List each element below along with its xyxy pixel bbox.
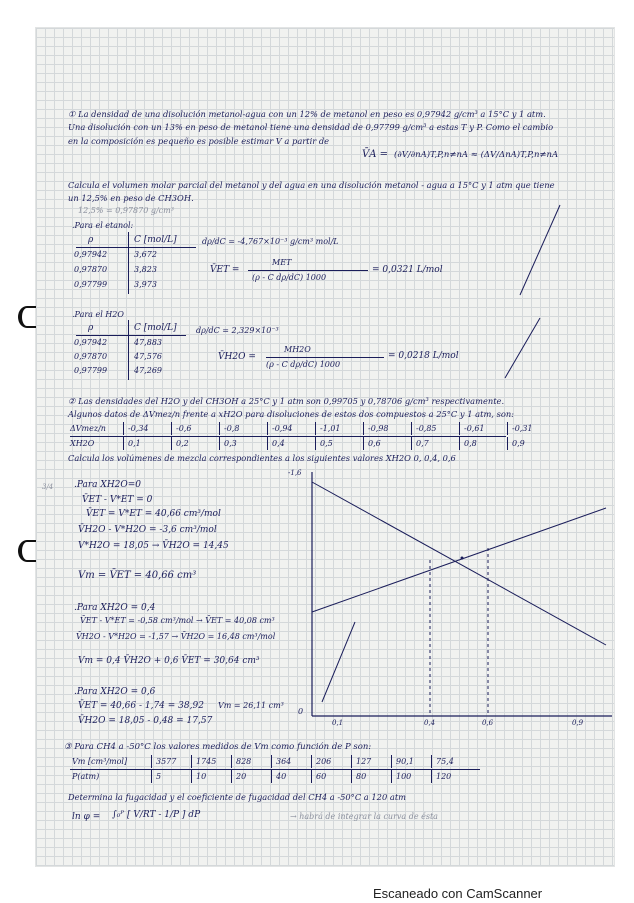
p2-row2-cell: 0,3 [224, 439, 237, 448]
p2-row2-cell: 0,8 [464, 439, 477, 448]
p2-row2-divider [363, 437, 364, 450]
p3-row2-divider [431, 770, 432, 783]
p2-row2-divider [315, 437, 316, 450]
p3-line1: ③ Para CH4 a -50°C los valores medidos de Vm como función de P son: [64, 742, 372, 752]
p3-row2-divider [351, 770, 352, 783]
p3-row2-cell: 120 [436, 772, 452, 781]
p3-line3-int: ∫₀ᴾ [ V/RT - 1/P ] dP [112, 810, 201, 820]
p2-row2-divider [507, 437, 508, 450]
p2-row1-cell: -0,94 [272, 424, 293, 433]
p1-line1: ① La densidad de una disolución metanol-agua con un 12% de metanol en peso es 0,97942 g/cm³ a 15°C y 1 atm. [68, 109, 546, 119]
met-r2-rho: 0,97870 [74, 265, 108, 274]
p2-row1-cell: -0,85 [416, 424, 437, 433]
p3-row2-divider [311, 770, 312, 783]
met-col1-head: ρ [88, 235, 94, 245]
met-col2-head: C [mol/L] [134, 235, 177, 245]
p3-row1-cell: 206 [316, 757, 332, 766]
graph-top-label: -1,6 [288, 469, 302, 477]
agua-col1-head: ρ [88, 323, 94, 333]
met-r1-rho: 0,97942 [74, 250, 108, 259]
p3-row2-divider [191, 770, 192, 783]
agua-table-divider [128, 320, 129, 380]
p2-row1-cell: -0,6 [176, 424, 192, 433]
p2-row2-divider [267, 437, 268, 450]
p2-row1-divider [219, 422, 220, 435]
p2-row2-cell: 0,9 [512, 439, 525, 448]
p2-row2-divider [219, 437, 220, 450]
agua-r3-c: 47,269 [134, 366, 162, 375]
p1-line4: Calcula el volumen molar parcial del metanol y del agua en una disolución metanol - agua a 15°C y 1 atm que tiene [68, 180, 555, 190]
agua-head: .Para el H2O [72, 310, 124, 319]
p2-row1-divider [171, 422, 172, 435]
case-b-line2: V̄H2O - V*H2O = -1,57 → V̄H2O = 16,48 cm³/mol [76, 632, 276, 641]
case-b-line3: Vm = 0,4 V̄H2O + 0,6 V̄ET = 30,64 cm³ [78, 656, 260, 666]
p2-row1-cell: -1,01 [320, 424, 341, 433]
p2-row2-cell: 0,2 [176, 439, 189, 448]
p3-row1-cell: 364 [276, 757, 292, 766]
scanner-watermark: Escaneado con CamScanner [373, 886, 543, 901]
met-result-den: (ρ - C dρ/dC) 1000 [252, 273, 327, 282]
p3-row2-cell: 80 [356, 772, 367, 781]
p2-row2-cell: 0,4 [272, 439, 285, 448]
p3-row1-cell: 3577 [156, 757, 177, 766]
case-c-head: .Para XH2O = 0,6 [74, 687, 156, 697]
p3-row2-divider [231, 770, 232, 783]
graph-x-label-06: 0,6 [482, 719, 494, 727]
agua-table-rule [76, 335, 186, 336]
case-a-head: .Para XH2O=0 [74, 480, 142, 490]
p2-row1-divider [507, 422, 508, 435]
case-a-line3: V̄H2O - V*H2O = -3,6 cm³/mol [78, 525, 217, 535]
p3-row1-divider [431, 755, 432, 768]
p3-line3-rhs: → habrá de integrar la curva de ésta [290, 812, 438, 821]
agua-fraction-bar [266, 357, 384, 358]
p3-table-rule [70, 769, 480, 770]
p3-row2-divider [271, 770, 272, 783]
p3-row2-divider [151, 770, 152, 783]
p2-row2-cell: 0,5 [320, 439, 333, 448]
p3-row1-divider [271, 755, 272, 768]
p3-row2-cell: 20 [236, 772, 247, 781]
p2-row1-cell: -0,8 [224, 424, 240, 433]
p2-row1-divider [363, 422, 364, 435]
met-result-num: MET [272, 258, 292, 267]
p3-row2-cell: 100 [396, 772, 412, 781]
p1-line5: un 12,5% en peso de CH3OH. [68, 193, 194, 203]
p2-row1-divider [411, 422, 412, 435]
p2-table-rule [70, 436, 506, 437]
met-head: .Para el etanol: [72, 221, 134, 230]
p2-row1-cell: -0,34 [128, 424, 149, 433]
p2-row1-cell: -0,31 [512, 424, 533, 433]
met-r2-c: 3,823 [134, 265, 157, 274]
p2-row1-cell: -0,61 [464, 424, 485, 433]
p2-row1-head: ΔVmez/n [70, 424, 106, 433]
met-r3-rho: 0,97799 [74, 280, 108, 289]
p2-row2-divider [171, 437, 172, 450]
met-result-val: = 0,0321 L/mol [372, 265, 443, 275]
p3-line3-lhs: ln φ = [72, 812, 101, 822]
met-result-lhs: V̄ET = [210, 265, 240, 275]
agua-result-num: MH2O [284, 345, 311, 354]
p3-row1-cell: 828 [236, 757, 252, 766]
binder-hole-top [18, 306, 36, 328]
graph-x-label-04: 0,4 [424, 719, 436, 727]
p3-row2-cell: 5 [156, 772, 162, 781]
p1-line2: Una disolución con un 13% en peso de metanol tiene una densidad de 0,97799 g/cm³ a estas T y P. Como el cambio [68, 122, 554, 132]
case-a-line5: Vm = V̄ET = 40,66 cm³ [78, 570, 197, 581]
p3-row1-divider [351, 755, 352, 768]
agua-r2-rho: 0,97870 [74, 352, 108, 361]
p2-row2-cell: 0,6 [368, 439, 381, 448]
p2-row1-divider [315, 422, 316, 435]
case-c-line1: V̄ET = 40,66 - 1,74 = 38,92 [78, 701, 204, 711]
p3-row1-divider [191, 755, 192, 768]
p2-line3: Calcula los volúmenes de mezcla correspondientes a los siguientes valores XH2O 0, 0,4, 0,6 [68, 453, 456, 463]
case-a-line2: V̄ET = V*ET = 40,66 cm³/mol [86, 509, 221, 519]
case-b-head: .Para XH2O = 0,4 [74, 603, 156, 613]
p3-row1-cell: 1745 [196, 757, 217, 766]
agua-r1-rho: 0,97942 [74, 338, 108, 347]
p3-row1-divider [231, 755, 232, 768]
agua-r1-c: 47,883 [134, 338, 162, 347]
met-fraction-bar [248, 270, 368, 271]
p3-row2-head: P(atm) [72, 772, 100, 781]
agua-r2-c: 47,576 [134, 352, 162, 361]
p3-row2-cell: 60 [316, 772, 327, 781]
agua-r3-rho: 0,97799 [74, 366, 108, 375]
p3-row1-cell: 75,4 [436, 757, 454, 766]
p2-row2-divider [411, 437, 412, 450]
p1-formula-lhs: V̄A = [362, 149, 389, 160]
case-a-line1: V̄ET - V*ET = 0 [82, 495, 153, 505]
agua-col2-head: C [mol/L] [134, 323, 177, 333]
margin-mark: 3/4 [42, 483, 54, 491]
p2-row2-head: XH2O [70, 439, 95, 448]
case-b-line1: V̄ET - V*ET = -0,58 cm³/mol → V̄ET = 40,08 cm³ [80, 616, 275, 625]
p3-row1-cell: 127 [356, 757, 372, 766]
p1-line3: en la composición es pequeño es posible estimar V a partir de [68, 136, 330, 146]
graph-origin: 0 [298, 707, 304, 716]
p2-row2-cell: 0,7 [416, 439, 429, 448]
p3-row1-divider [311, 755, 312, 768]
p3-line2: Determina la fugacidad y el coeficiente de fugacidad del CH4 a -50°C a 120 atm [68, 792, 407, 802]
met-deriv: dρ/dC = -4,767×10⁻³ g/cm³ mol/L [202, 237, 339, 246]
p3-row1-divider [391, 755, 392, 768]
agua-result-den: (ρ - C dρ/dC) 1000 [266, 360, 341, 369]
p2-row1-divider [123, 422, 124, 435]
p2-row2-divider [459, 437, 460, 450]
p2-row2-divider [123, 437, 124, 450]
case-c-line2: V̄H2O = 18,05 - 0,48 = 17,57 [78, 716, 213, 726]
p2-row1-divider [267, 422, 268, 435]
binder-hole-bottom [18, 540, 36, 562]
p2-line2: Algunos datos de ΔVmez/n frente a xH2O para disoluciones de estos dos compuestos a 25°C y 1 atm, son: [68, 409, 514, 419]
case-a-line4: V*H2O = 18,05 → V̄H2O = 14,45 [78, 541, 229, 551]
p1-line6: 12,5% = 0,97870 g/cm³ [78, 206, 174, 215]
case-c-line1b: Vm = 26,11 cm³ [218, 701, 284, 710]
met-r3-c: 3,973 [134, 280, 157, 289]
p2-line1: ② Las densidades del H2O y del CH3OH a 25°C y 1 atm son 0,99705 y 0,78706 g/cm³ respectivamente. [68, 396, 505, 406]
met-table-divider [128, 232, 129, 294]
p3-row2-divider [391, 770, 392, 783]
agua-deriv: dρ/dC = 2,329×10⁻³ [196, 326, 279, 335]
p2-row1-cell: -0,98 [368, 424, 389, 433]
met-table-rule [76, 247, 196, 248]
p3-row2-cell: 40 [276, 772, 287, 781]
p3-row2-cell: 10 [196, 772, 207, 781]
graph-x-label-01: 0,1 [332, 719, 344, 727]
p2-row1-divider [459, 422, 460, 435]
p3-row1-divider [151, 755, 152, 768]
p3-row1-cell: 90,1 [396, 757, 414, 766]
graph-x-label-09: 0,9 [572, 719, 584, 727]
agua-result-val: = 0,0218 L/mol [388, 351, 459, 361]
p3-row1-head: Vm [cm³/mol] [72, 757, 128, 766]
met-r1-c: 3,672 [134, 250, 157, 259]
p1-formula-rhs: (∂V/∂nA)T,P,n≠nA ≈ (ΔV/ΔnA)T,P,n≠nA [394, 150, 559, 160]
agua-result-lhs: V̄H2O = [218, 352, 256, 362]
p2-row2-cell: 0,1 [128, 439, 141, 448]
